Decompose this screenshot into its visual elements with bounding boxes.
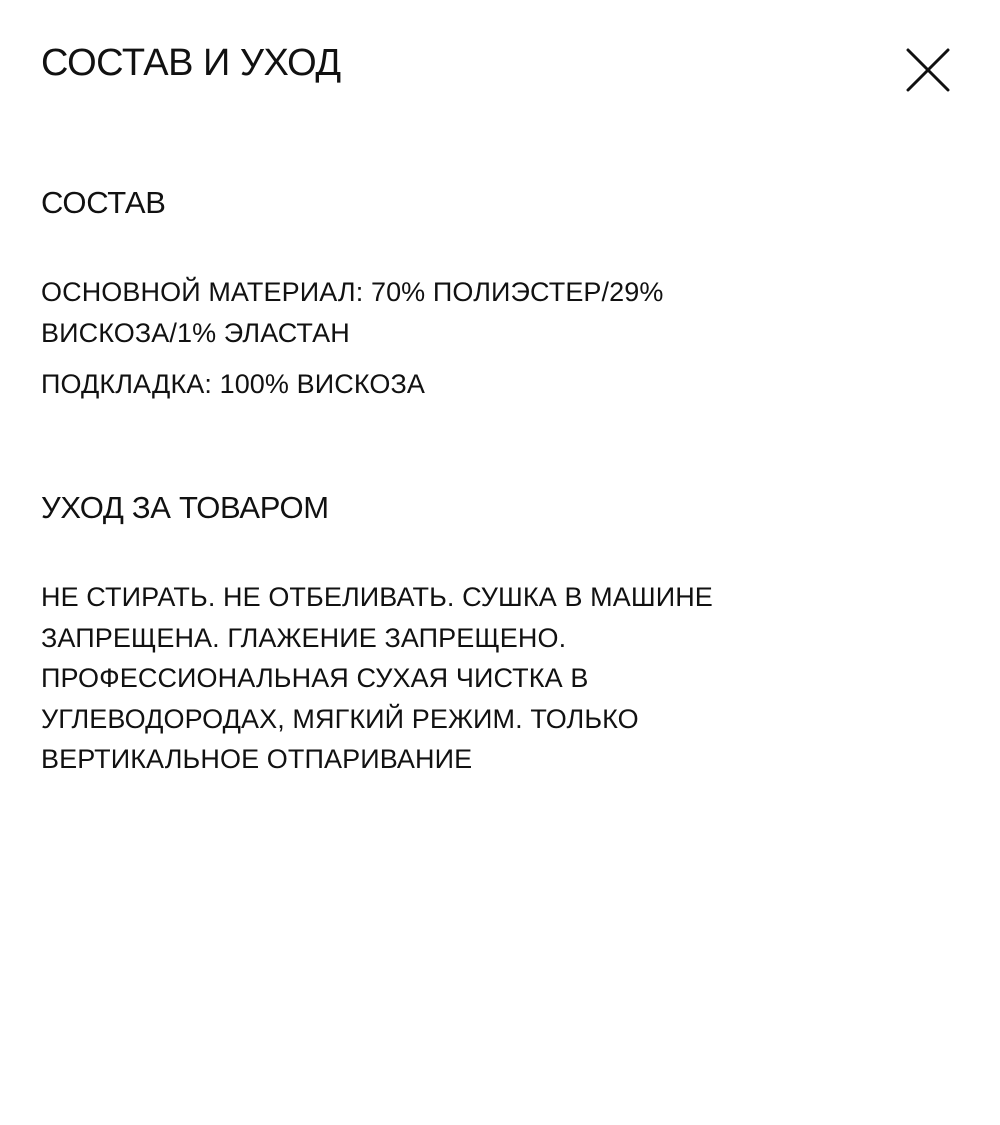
- lining-line: ПОДКЛАДКА: 100% ВИСКОЗА: [41, 369, 425, 399]
- care-line: ПРОФЕССИОНАЛЬНАЯ СУХАЯ ЧИСТКА В: [41, 663, 589, 693]
- main-material-line: ВИСКОЗА/1% ЭЛАСТАН: [41, 317, 350, 348]
- care-heading: УХОД ЗА ТОВАРОМ: [41, 490, 329, 525]
- care-line: УГЛЕВОДОРОДАХ, МЯГКИЙ РЕЖИМ. ТОЛЬКО: [41, 703, 639, 734]
- main-material-text: [41, 272, 941, 353]
- close-button[interactable]: [896, 38, 960, 102]
- care-line: НЕ СТИРАТЬ. НЕ ОТБЕЛИВАТЬ. СУШКА В МАШИНЕ: [41, 582, 713, 612]
- composition-heading: СОСТАВ: [41, 185, 166, 220]
- care-instructions-text: [41, 577, 941, 780]
- care-line: ЗАПРЕЩЕНА. ГЛАЖЕНИЕ ЗАПРЕЩЕНО.: [41, 622, 567, 653]
- main-material-line: ОСНОВНОЙ МАТЕРИАЛ: 70% ПОЛИЭСТЕР/29%: [41, 277, 664, 307]
- lining-text: [41, 364, 941, 405]
- panel-title: СОСТАВ И УХОД: [41, 42, 341, 84]
- close-icon: [906, 48, 950, 92]
- care-line: ВЕРТИКАЛЬНОЕ ОТПАРИВАНИЕ: [41, 744, 473, 774]
